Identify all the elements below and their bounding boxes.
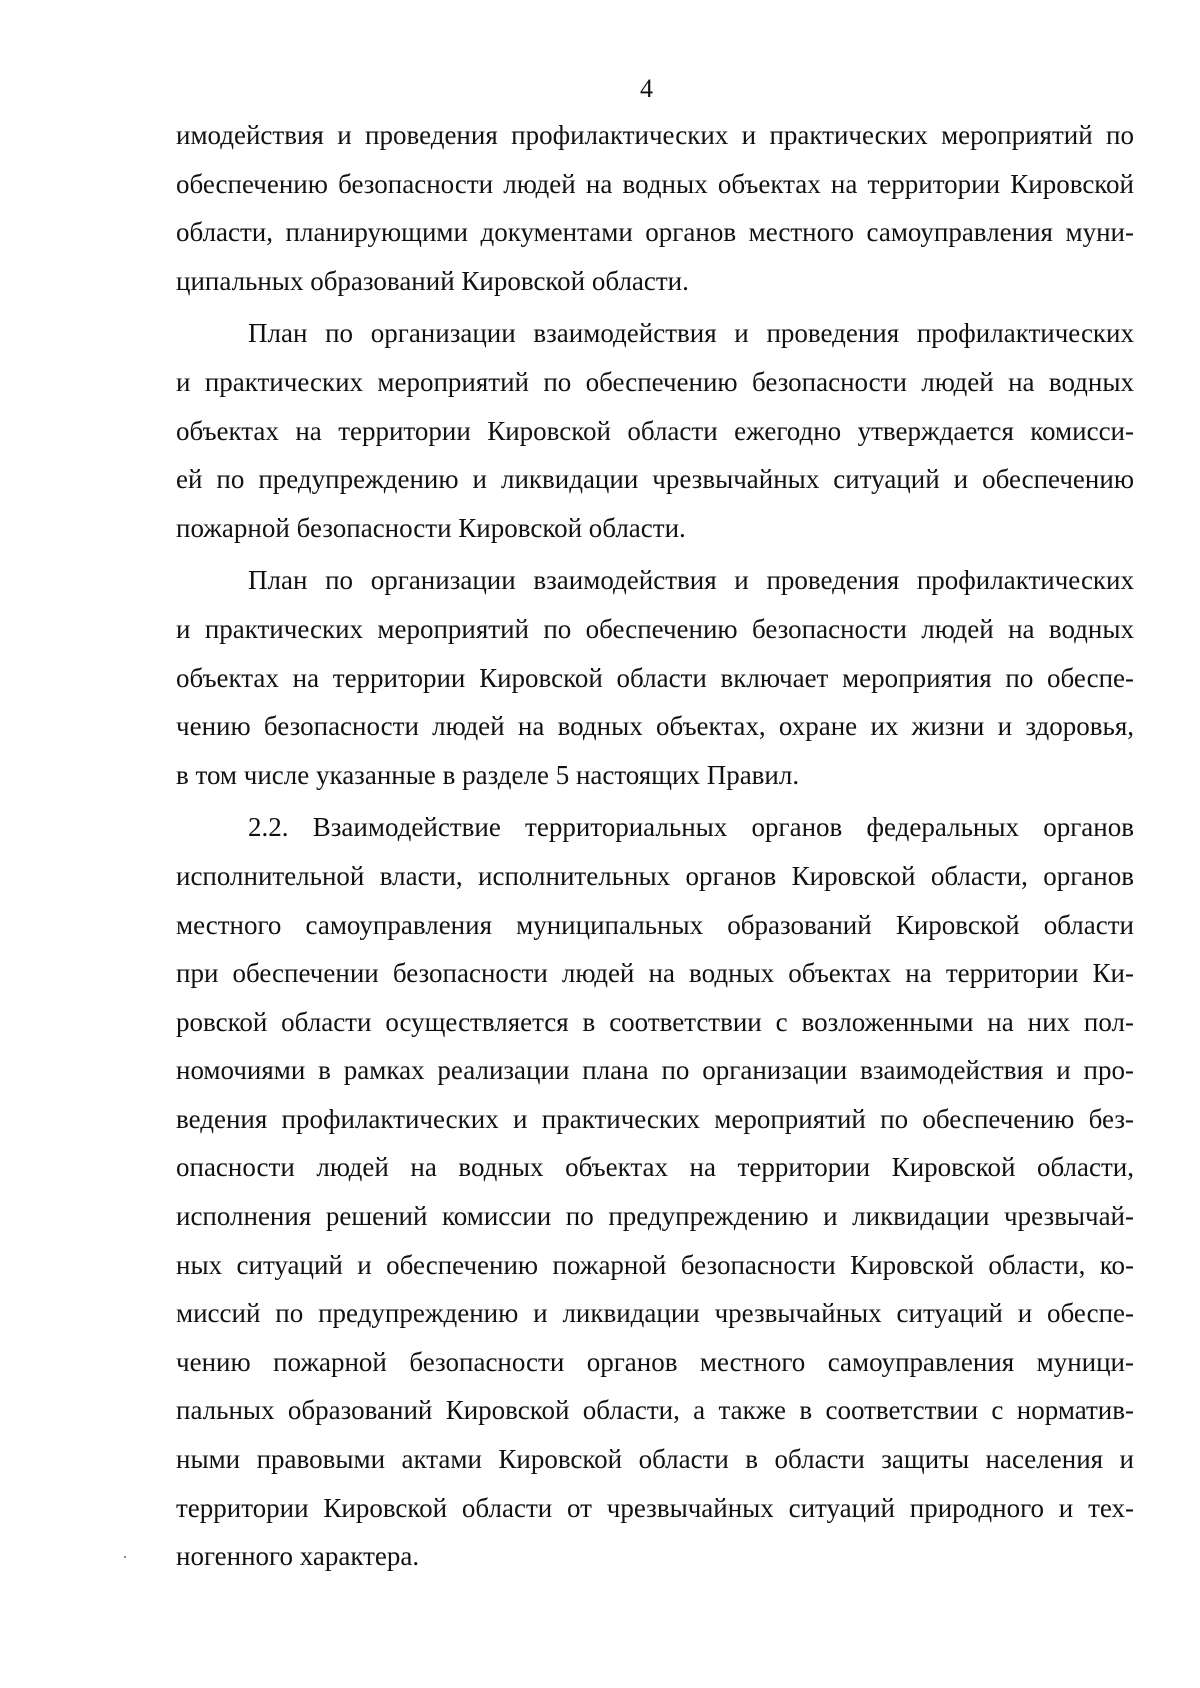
text-line: План по организации взаимодействия и проведения профилактических: [248, 318, 1134, 349]
paragraph-section-2-2: [176, 803, 1134, 1581]
text-line: обеспечению безопасности людей на водных объектах на территории Кировской: [176, 168, 1134, 199]
text-line: объектах на территории Кировской области включает мероприятия по обеспе-: [176, 662, 1134, 693]
text-line: номочиями в рамках реализации плана по организации взаимодействия и про-: [176, 1055, 1134, 1086]
text-line: ными правовыми актами Кировской области в области защиты населения и: [176, 1444, 1134, 1475]
text-line: пальных образований Кировской области, а также в соответствии с норматив-: [176, 1395, 1134, 1426]
page-number: 4: [640, 74, 653, 103]
text-line: чению безопасности людей на водных объектах, охране их жизни и здоровья,: [176, 711, 1134, 742]
document-body: [176, 111, 1134, 1585]
paragraph-plan-approval: [176, 309, 1134, 552]
text-line: и практических мероприятий по обеспечению безопасности людей на водных: [176, 613, 1134, 644]
text-line: План по организации взаимодействия и проведения профилактических: [248, 565, 1134, 596]
paragraph-continuation: [176, 111, 1134, 305]
text-line: ных ситуаций и обеспечению пожарной безопасности Кировской области, ко-: [176, 1249, 1134, 1280]
text-line: области, планирующими документами органов местного самоуправления муни-: [176, 217, 1134, 248]
text-line: пожарной безопасности Кировской области.: [176, 512, 686, 543]
text-line: ципальных образований Кировской области.: [176, 265, 689, 296]
text-line: в том числе указанные в разделе 5 настоящих Правил.: [176, 759, 800, 790]
text-line: при обеспечении безопасности людей на водных объектах на территории Ки-: [176, 958, 1134, 989]
text-line: имодействия и проведения профилактических и практических мероприятий по: [176, 120, 1134, 150]
text-line: объектах на территории Кировской области ежегодно утверждается комисси-: [176, 415, 1134, 446]
scan-speck: [124, 1556, 126, 1558]
paragraph-plan-contents: [176, 556, 1134, 799]
text-line: 2.2. Взаимодействие территориальных органов федеральных органов: [248, 812, 1134, 843]
text-line: опасности людей на водных объектах на территории Кировской области,: [176, 1152, 1134, 1183]
text-line: исполнительной власти, исполнительных органов Кировской области, органов: [176, 860, 1134, 891]
text-line: и практических мероприятий по обеспечению безопасности людей на водных: [176, 366, 1134, 397]
text-line: чению пожарной безопасности органов местного самоуправления муници-: [176, 1346, 1134, 1377]
text-line: ногенного характера.: [176, 1541, 420, 1572]
text-line: миссий по предупреждению и ликвидации чрезвычайных ситуаций и обеспе-: [176, 1298, 1134, 1329]
text-line: местного самоуправления муниципальных образований Кировской области: [176, 909, 1134, 940]
text-line: исполнения решений комиссии по предупреждению и ликвидации чрезвычай-: [176, 1201, 1134, 1232]
text-line: территории Кировской области от чрезвычайных ситуаций природного и тех-: [176, 1492, 1134, 1523]
text-line: ровской области осуществляется в соответствии с возложенными на них пол-: [176, 1006, 1134, 1037]
text-line: ведения профилактических и практических мероприятий по обеспечению без-: [176, 1103, 1134, 1134]
text-line: ей по предупреждению и ликвидации чрезвычайных ситуаций и обеспечению: [176, 464, 1134, 495]
